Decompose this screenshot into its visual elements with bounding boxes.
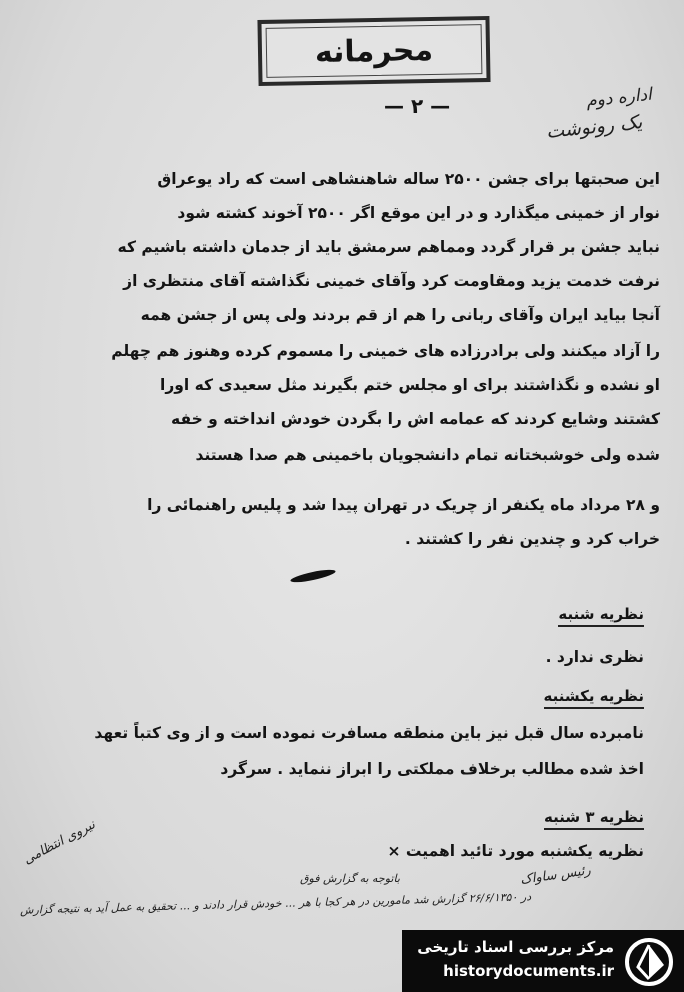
watermark-title: مرکز بررسی اسناد تاریخی	[417, 938, 614, 956]
body-line: خراب کرد و چندین نفر را کشتند .	[404, 530, 660, 548]
body-line: این صحبتها برای جشن ۲۵۰۰ ساله شاهنشاهی است که راد یوعراق	[157, 170, 660, 188]
section-text-sunday-1: نامبرده سال قبل نیز باین منطقه مسافرت نموده است و از وی کتباً تعهد	[94, 724, 644, 742]
section-text-saturday: نظری ندارد .	[545, 648, 644, 666]
watermark-url: historydocuments.ir	[443, 962, 614, 980]
body-line: را آزاد میکنند ولی برادرزاده های خمینی را مسموم کرده وهنوز هم چهلم	[111, 342, 660, 360]
body-line: او نشده و نگذاشتند برای او مجلس ختم بگیرند مثل سعیدی که اورا	[160, 376, 660, 394]
ink-scribble	[290, 567, 337, 584]
section-text-tuesday: نظریه یکشنبه مورد تائید اهمیت ×	[387, 842, 644, 860]
stamp-text: محرمانه	[314, 32, 434, 70]
section-title-saturday: نظریه شنبه	[558, 605, 644, 627]
watermark-logo	[402, 930, 684, 992]
body-line: کشتند وشایع کردند که عمامه اش را بگردن خودش انداخته و خفه	[171, 410, 660, 428]
body-line: آنجا بیاید ایران وآقای ربانی را هم از قم بردند ولی پس از جشن همه	[140, 306, 660, 324]
body-line: نرفت خدمت یزید ومقاومت کرد وآقای خمینی نگذاشته آقای منتظری از	[123, 272, 660, 290]
body-line: نوار از خمینی میگذارد و در این موقع اگر ۲۵۰۰ آخوند کشته شود	[177, 204, 660, 222]
body-line: شده ولی خوشبختانه تمام دانشجویان باخمینی هم صدا هستند	[195, 446, 660, 464]
section-title-tuesday: نظریه ۳ شنبه	[544, 808, 644, 830]
handwritten-note-footer-long: در ۲۶/۶/۱۳۵۰ گزارش شد مامورین در هر کجا با هر ... خودش قرار دادند و ... تحقیق به عمل آید به نتیجه گزارش	[19, 890, 532, 917]
page-number: — ۲ —	[384, 94, 451, 118]
signature: رئیس ساواک	[519, 863, 592, 888]
body-line: و ۲۸ مرداد ماه یکنفر از چریک در تهران پیدا شد و پلیس راهنمائی را	[147, 496, 660, 514]
handwritten-margin-note: نیروی انتظامی	[21, 817, 98, 868]
section-text-sunday-2: اخذ شده مطالب برخلاف مملکتی را ابراز ننماید . سرگرد	[220, 760, 644, 778]
confidential-stamp	[257, 16, 490, 86]
history-documents-logo-icon	[624, 937, 674, 987]
body-line: نباید جشن بر قرار گردد ومماهم سرمشق باید از جدمان داشته باشیم که	[117, 238, 660, 256]
handwritten-note-top: اداره دوم	[585, 84, 653, 112]
section-title-sunday: نظریه یکشنبه	[544, 687, 645, 709]
handwritten-note-footer: باتوجه به گزارش فوق	[300, 872, 400, 885]
handwritten-note-top-2: یک رونوشت	[545, 111, 644, 143]
